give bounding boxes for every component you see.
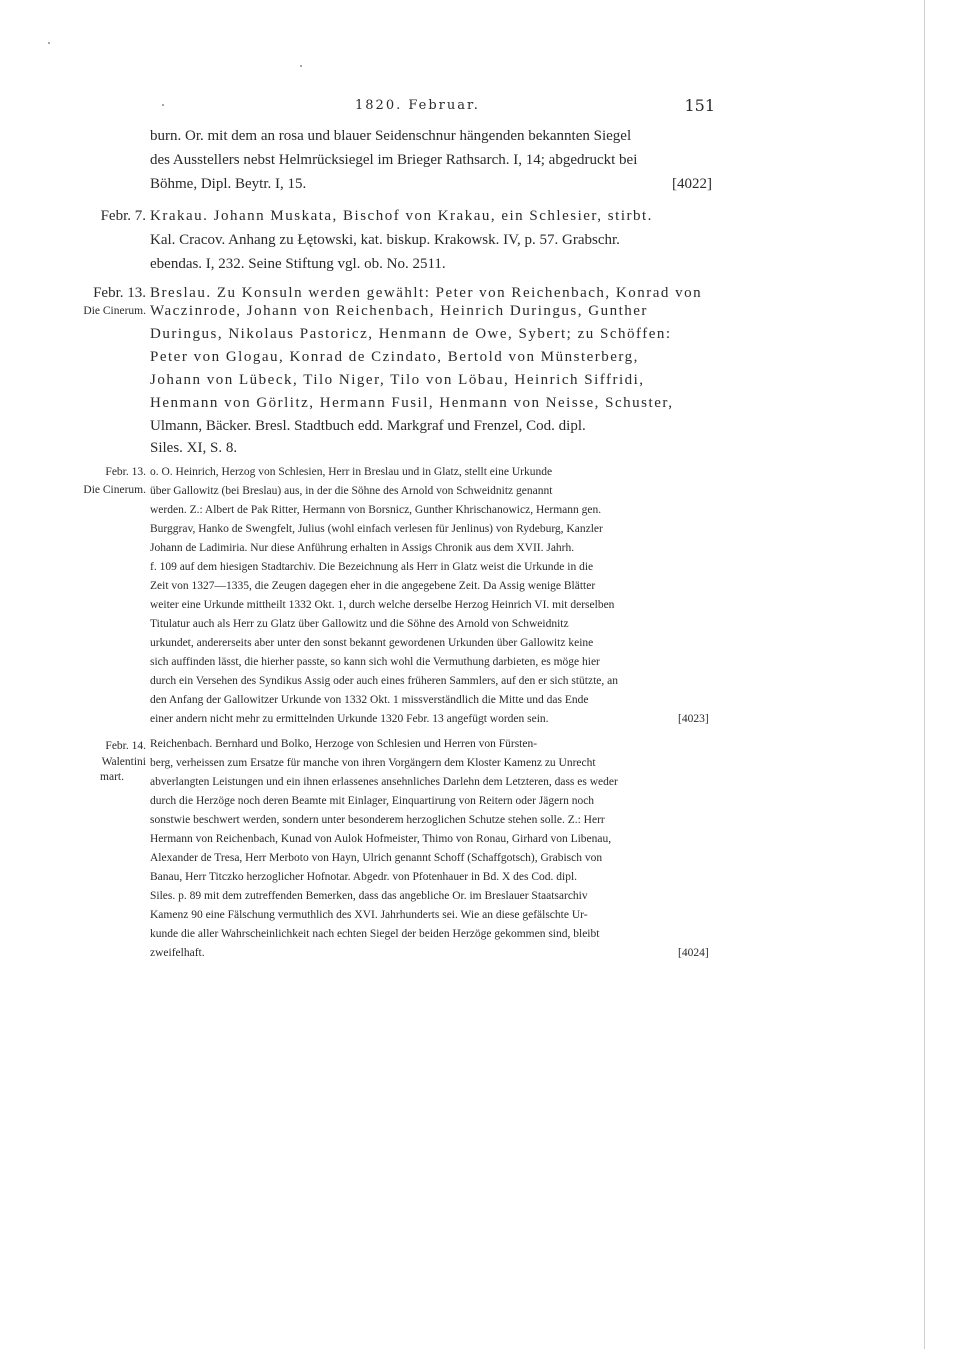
text-line: des Ausstellers nebst Helmrücksiegel im Brieger Rathsarch. I, 14; abgedruckt bei	[150, 152, 638, 168]
regest-number: [4022]	[672, 176, 712, 192]
text-line: kunde die aller Wahrscheinlichkeit nach echten Siegel der beiden Herzöge gekommen sind, bleibt	[150, 928, 600, 940]
text-line: Zeit von 1327—1335, die Zeugen dagegen eher in die angegebene Zeit. Da Assig wenige Blätter	[150, 580, 596, 592]
entry-date: Febr. 13.	[105, 466, 146, 478]
text-line: burn. Or. mit dem an rosa und blauer Seidenschnur hängenden bekannten Siegel	[150, 128, 632, 144]
text-line: Reichenbach. Bernhard und Bolko, Herzoge von Schlesien und Herren von Fürsten-	[150, 738, 538, 750]
text-line: einer andern nicht mehr zu ermittelnden Urkunde 1320 Febr. 13 angefügt worden sein.	[150, 713, 549, 725]
text-line: weiter eine Urkunde mittheilt 1332 Okt. 1, durch welche derselbe Herzog Heinrich VI. mit derselben	[150, 599, 615, 611]
text-line: Böhme, Dipl. Beytr. I, 15.	[150, 176, 307, 192]
text-line: Peter von Glogau, Konrad de Czindato, Bertold von Münsterberg,	[150, 349, 639, 365]
text-line: über Gallowitz (bei Breslau) aus, in der die Söhne des Arnold von Schweidnitz genannt	[150, 485, 553, 497]
text-line: berg, verheissen zum Ersatze für manche von ihren Vorgängern dem Kloster Kamenz zu Unrecht	[150, 757, 596, 769]
text-line: Duringus, Nikolaus Pastoricz, Henmann de Owe, Sybert; zu Schöffen:	[150, 326, 672, 342]
text-line: f. 109 auf dem hiesigen Stadtarchiv. Die Bezeichnung als Herr in Glatz weist die Urkunde in die	[150, 561, 594, 573]
text-line: ebendas. I, 232. Seine Stiftung vgl. ob. No. 2511.	[150, 256, 446, 272]
text-line: Krakau. Johann Muskata, Bischof von Krakau, ein Schlesier, stirbt.	[150, 208, 653, 224]
text-line: Banau, Herr Titczko herzoglicher Hofnotar. Abgedr. von Pfotenhauer in Bd. X des Cod. dipl.	[150, 871, 578, 883]
text-line: o. O. Heinrich, Herzog von Schlesien, Herr in Breslau und in Glatz, stellt eine Urkunde	[150, 466, 553, 478]
entry-feast-day: Walentini	[101, 756, 146, 768]
text-line: werden. Z.: Albert de Pak Ritter, Hermann von Borsnicz, Gunther Khrischanowicz, Hermann gen.	[150, 504, 602, 516]
text-line: Johann von Lübeck, Tilo Niger, Tilo von Löbau, Heinrich Siffridi,	[150, 372, 645, 388]
text-line: den Anfang der Gallowitzer Urkunde von 1332 Okt. 1 missverständlich die Mitte und das Ende	[150, 694, 589, 706]
entry-date: Febr. 13.	[93, 285, 146, 301]
text-line: Breslau. Zu Konsuln werden gewählt: Peter von Reichenbach, Konrad von	[150, 285, 703, 301]
text-line: sich auffinden lässt, die hierher passte, so kann sich wohl die Vermuthung darbieten, es möge hier	[150, 656, 600, 668]
text-line: Johann de Ladimiria. Nur diese Anführung erhalten in Assigs Chronik aus dem XVII. Jahrh.	[150, 542, 575, 554]
text-line: Henmann von Görlitz, Hermann Fusil, Henmann von Neisse, Schuster,	[150, 395, 674, 411]
text-line: Titulatur auch als Herr zu Glatz über Gallowitz und die Söhne des Arnold von Schweidnitz	[150, 618, 569, 630]
text-line: Siles. XI, S. 8.	[150, 440, 238, 456]
running-header	[140, 96, 715, 120]
text-line: Hermann von Reichenbach, Kunad von Aulok Hofmeister, Thimo von Ronau, Girhard von Libenau,	[150, 833, 612, 845]
text-line: Ulmann, Bäcker. Bresl. Stadtbuch edd. Markgraf und Frenzel, Cod. dipl.	[150, 418, 586, 434]
text-line: Burggrav, Hanko de Swengfelt, Julius (wohl einfach verlesen für Jenlinus) von Rydeburg, Kanzler	[150, 523, 603, 535]
scan-speck	[48, 42, 50, 44]
text-line: durch ein Versehen des Syndikus Assig oder auch eines früheren Sammlers, auf den er sich stützte, an	[150, 675, 618, 687]
entry-feast-day: Die Cinerum.	[83, 484, 146, 496]
entry-feast-day: mart.	[100, 771, 124, 783]
regest-number: [4024]	[678, 947, 709, 959]
text-line: abverlangten Leistungen und ein ihnen erlassenes ansehnliches Darlehn dem Letzteren, dass es weder	[150, 776, 618, 788]
text-line: zweifelhaft.	[150, 947, 205, 959]
entry-date: Febr. 14.	[105, 740, 146, 752]
scan-edge-line	[924, 0, 925, 1349]
text-line: Siles. p. 89 mit dem zutreffenden Bemerken, dass das angebliche Or. im Breslauer Staatsarchiv	[150, 890, 588, 902]
regest-number: [4023]	[678, 713, 709, 725]
text-line: Alexander de Tresa, Herr Merboto von Hayn, Ulrich genannt Schoff (Schaffgotsch), Grabisch von	[150, 852, 603, 864]
text-line: Kal. Cracov. Anhang zu Łętowski, kat. biskup. Krakowsk. IV, p. 57. Grabschr.	[150, 232, 620, 248]
text-line: sonstwie beschwert werden, sondern unter besonderem herzoglichen Schutze stehen solle. Z.: Herr	[150, 814, 605, 826]
entry-feast-day: Die Cinerum.	[83, 305, 146, 317]
entry-date: Febr. 7.	[100, 208, 146, 224]
scan-speck	[300, 65, 302, 67]
text-line: Kamenz 90 eine Fälschung vermuthlich des XVI. Jahrhunderts sei. Wie an diese gefälschte Ur-	[150, 909, 588, 921]
page-number: 151	[684, 96, 715, 115]
text-line: Waczinrode, Johann von Reichenbach, Heinrich Duringus, Gunther	[150, 303, 648, 319]
text-line: durch die Herzöge noch deren Beamte mit Einlager, Einquartirung von Reitern oder Jägern noch	[150, 795, 595, 807]
running-title: 1820. Februar.	[355, 98, 480, 113]
text-line: urkundet, andererseits aber unter den sonst bekannt gewordenen Urkunden über Gallowitz keine	[150, 637, 594, 649]
